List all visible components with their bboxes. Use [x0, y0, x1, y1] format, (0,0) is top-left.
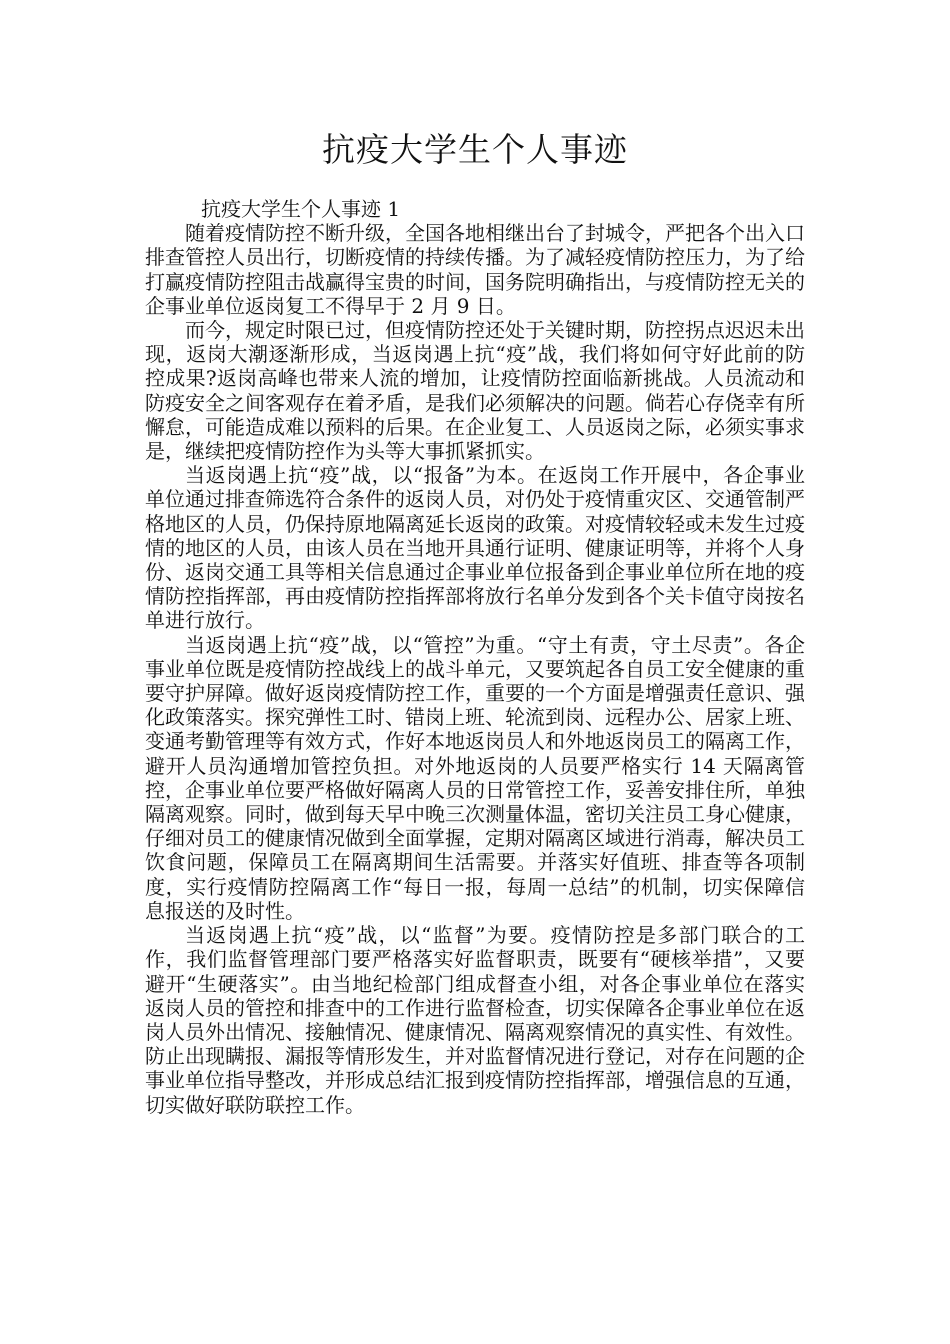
paragraph-1: 随着疫情防控不断升级，全国各地相继出台了封城令，严把各个出入口排查管控人员出行，切断疫情的持续传播。为了减轻疫情防控压力，为了给打赢疫情防控阻击战赢得宝贵的时间，国务院明确指出，与疫情防控无关的企事业单位返岗复工不得早于 2 月 9 日。 — [145, 221, 805, 318]
document-title: 抗疫大学生个人事迹 — [322, 130, 628, 169]
paragraph-4: 当返岗遇上抗“疫”战，以“管控”为重。“守土有责，守土尽责”。各企事业单位既是疫情防控战线上的战斗单元，又要筑起各自员工安全健康的重要守护屏障。做好返岗疫情防控工作，重要的一个方面是增强责任意识、强化政策落实。探究弹性工时、错岗上班、轮流到岗、远程办公、居家上班、变通考勤管理等有效方式，作好本地返岗员人和外地返岗员工的隔离工作，避开人员沟通增加管控负担。对外地返岗的人员要严格实行 14 天隔离管控，企事业单位要严格做好隔离人员的日常管控工作，妥善安排住所，单独隔离观察。同时，做到每天早中晚三次测量体温，密切关注员工身心健康，仔细对员工的健康情况做到全面掌握，定期对隔离区域进行消毒，解决员工饮食问题，保障员工在隔离期间生活需要。并落实好值班、排查等各项制度，实行疫情防控隔离工作“每日一报，每周一总结”的机制，切实保障信息报送的及时性。 — [145, 632, 805, 923]
document-body — [145, 197, 805, 1117]
paragraph-5: 当返岗遇上抗“疫”战，以“监督”为要。疫情防控是多部门联合的工作，我们监督管理部门要严格落实好监督职责，既要有“硬核举措”，又要避开“生硬落实”。由当地纪检部门组成督查小组，对各企事业单位在落实返岗人员的管控和排查中的工作进行监督检查，切实保障各企事业单位在返岗人员外出情况、接触情况、健康情况、隔离观察情况的真实性、有效性。防止出现瞒报、漏报等情形发生，并对监督情况进行登记，对存在问题的企事业单位指导整改，并形成总结汇报到疫情防控指挥部，增强信息的互通，切实做好联防联控工作。 — [145, 923, 805, 1117]
section-heading: 抗疫大学生个人事迹 1 — [201, 197, 401, 221]
paragraph-3: 当返岗遇上抗“疫”战，以“报备”为本。在返岗工作开展中，各企事业单位通过排查筛选符合条件的返岗人员，对仍处于疫情重灾区、交通管制严格地区的人员，仍保持原地隔离延长返岗的政策。对疫情较轻或未发生过疫情的地区的人员，由该人员在当地开具通行证明、健康证明等，并将个人身份、返岗交通工具等相关信息通过企事业单位报备到企事业单位所在地的疫情防控指挥部，再由疫情防控指挥部将放行名单分发到各个关卡值守岗按名单进行放行。 — [145, 463, 805, 633]
paragraph-2: 而今，规定时限已过，但疫情防控还处于关键时期，防控拐点迟迟未出现，返岗大潮逐渐形成，当返岗遇上抗“疫”战，我们将如何守好此前的防控成果?返岗高峰也带来人流的增加，让疫情防控面临新挑战。人员流动和防疫安全之间客观存在着矛盾，是我们必须解决的问题。倘若心存侥幸有所懈怠，可能造成难以预料的后果。在企业复工、人员返岗之际，必须实事求是，继续把疫情防控作为头等大事抓紧抓实。 — [145, 318, 805, 464]
